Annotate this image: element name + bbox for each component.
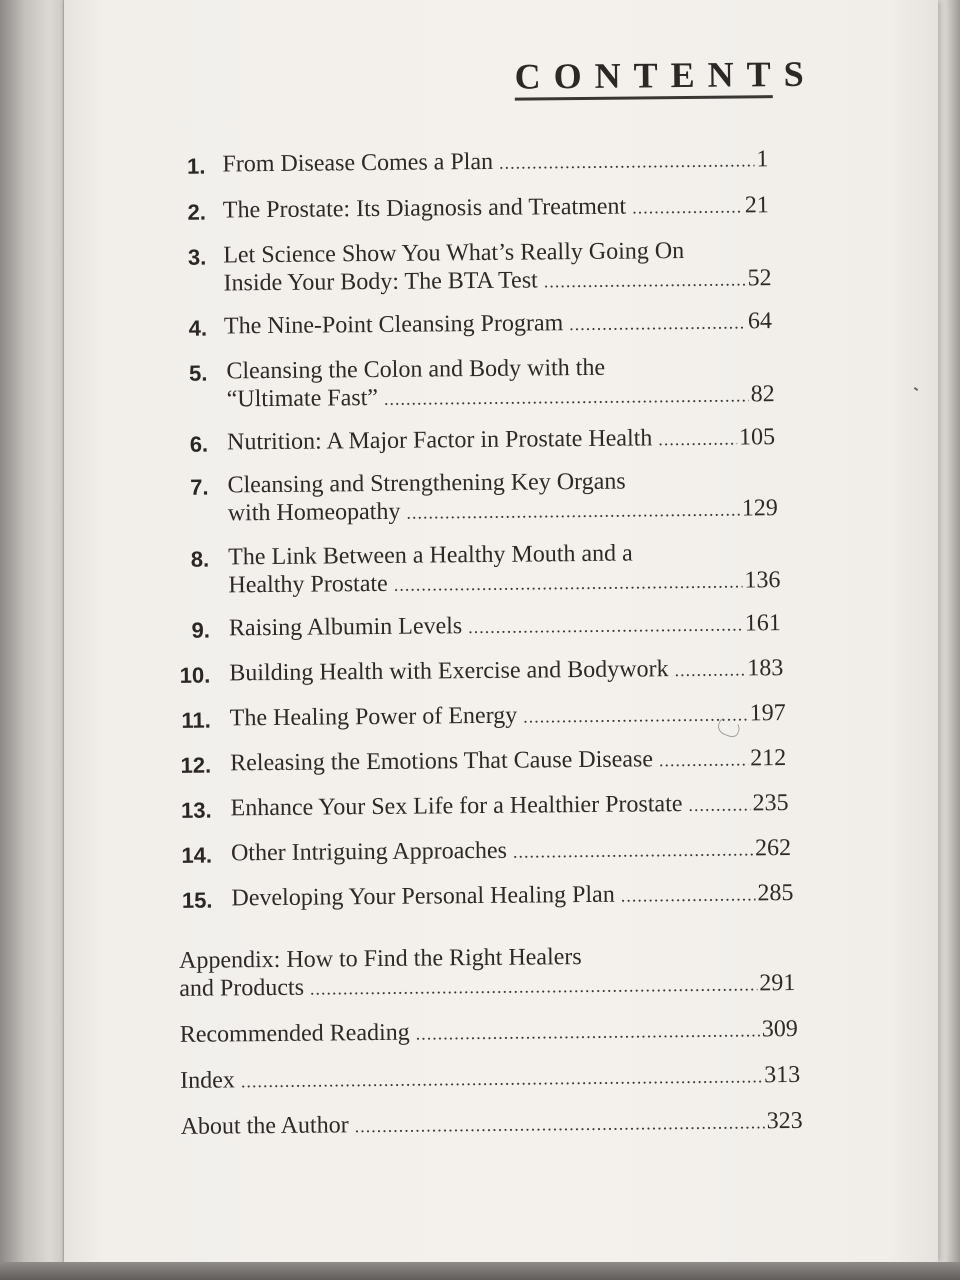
back-matter-line <box>181 1107 803 1142</box>
page-number: 1 <box>756 146 769 173</box>
chapter-title: Other Intriguing Approaches <box>230 837 508 867</box>
chapter-title-continued: Inside Your Body: The BTA Test <box>223 267 538 297</box>
chapter-title-line <box>230 699 786 733</box>
dot-leader <box>499 146 755 176</box>
chapter-number: 2. <box>187 199 206 225</box>
chapter-number: 5. <box>188 360 208 386</box>
dot-leader <box>468 610 743 641</box>
dot-leader <box>688 790 750 819</box>
chapter-title-line <box>224 307 772 341</box>
page-number: 82 <box>750 381 775 408</box>
chapter-number: 10. <box>179 662 211 688</box>
page-number: 291 <box>759 969 796 997</box>
chapter-title: Let Science Show You What’s Really Going On <box>223 238 685 269</box>
chapter-number: 15. <box>181 887 213 913</box>
chapter-title: The Nine-Point Cleansing Program <box>223 310 564 340</box>
chapter-title-line <box>228 494 778 528</box>
chapter-title: Building Health with Exercise and Bodywork <box>229 656 669 687</box>
dot-leader <box>632 192 743 221</box>
dot-leader <box>241 1062 763 1095</box>
chapter-title-line <box>231 834 791 868</box>
back-matter-line <box>180 1061 800 1096</box>
back-matter-line <box>180 1015 798 1050</box>
dot-leader <box>513 835 753 865</box>
page-number: 235 <box>752 790 789 817</box>
page-number: 105 <box>738 424 776 451</box>
page-number: 323 <box>766 1107 803 1135</box>
chapter-title-line <box>222 145 768 179</box>
dot-leader <box>310 970 758 1002</box>
chapter-title: The Healing Power of Energy <box>229 702 518 732</box>
page-number: 285 <box>757 880 794 907</box>
chapter-number: 3. <box>187 244 207 270</box>
chapter-title-line <box>229 654 783 688</box>
chapter-title-line <box>227 423 775 457</box>
chapter-number: 13. <box>180 797 212 823</box>
chapter-title-continued: with Homeopathy <box>227 498 401 527</box>
dot-leader <box>659 745 748 774</box>
chapter-title-line <box>227 380 775 414</box>
dot-leader <box>569 308 746 338</box>
chapter-title-continued: “Ultimate Fast” <box>226 384 379 413</box>
page-number: 183 <box>747 655 784 682</box>
chapter-title: Cleansing and Strengthening Key Organs <box>227 468 626 499</box>
page-number: 197 <box>749 700 786 727</box>
chapter-number: 12. <box>180 752 212 778</box>
back-matter-title: Index <box>180 1067 235 1094</box>
dot-leader <box>384 381 749 412</box>
dot-leader <box>544 265 746 295</box>
chapter-title: The Prostate: Its Diagnosis and Treatment <box>222 193 627 224</box>
back-matter-title-continued: and Products <box>179 974 305 1002</box>
dot-leader <box>355 1108 765 1140</box>
page-number: 212 <box>750 745 787 772</box>
chapter-number: 14. <box>181 842 213 868</box>
chapter-title: Nutrition: A Major Factor in Prostate Health <box>226 425 653 456</box>
dot-leader <box>621 880 756 909</box>
chapter-title-line <box>223 264 771 298</box>
chapter-title-line <box>223 191 769 225</box>
page-number: 161 <box>744 610 781 637</box>
dot-leader <box>658 425 737 454</box>
page-number: 21 <box>744 192 769 219</box>
chapter-number: 11. <box>181 707 211 733</box>
chapter-title: Raising Albumin Levels <box>228 613 463 642</box>
back-matter-title: About the Author <box>180 1112 349 1140</box>
dot-leader <box>394 567 743 598</box>
chapter-title-line <box>230 744 786 778</box>
chapter-title: Cleansing the Colon and Body with the <box>226 354 606 385</box>
chapter-number: 8. <box>190 546 210 572</box>
chapter-title: From Disease Comes a Plan <box>222 148 494 178</box>
chapter-number: 6. <box>189 431 209 457</box>
page-number: 129 <box>741 495 778 522</box>
back-matter-line <box>179 969 795 1004</box>
chapter-title: The Link Between a Healthy Mouth and a <box>228 540 633 571</box>
dot-leader <box>406 496 740 527</box>
chapter-title-continued: Healthy Prostate <box>228 570 388 599</box>
dot-leader <box>674 655 745 684</box>
chapter-number: 9. <box>191 617 211 643</box>
chapter-title: Developing Your Personal Healing Plan <box>231 881 615 912</box>
chapter-title: Releasing the Emotions That Cause Disease <box>230 746 654 777</box>
chapter-number: 7. <box>190 474 209 500</box>
back-matter-title: Recommended Reading <box>179 1019 410 1048</box>
page-number: 136 <box>744 567 781 594</box>
chapter-title-line <box>231 879 793 913</box>
page-number: 313 <box>764 1061 801 1089</box>
page-number: 64 <box>747 308 773 335</box>
chapter-title: Enhance Your Sex Life for a Healthier Prostate <box>230 791 683 822</box>
chapter-title-line <box>230 789 788 823</box>
page-number: 262 <box>754 835 792 862</box>
back-matter-title: Appendix: How to Find the Right Healers <box>178 944 582 974</box>
contents-heading: CONTENTS <box>514 55 772 100</box>
dot-leader <box>523 700 748 730</box>
chapter-number: 1. <box>186 153 206 179</box>
chapter-title-line <box>229 609 781 643</box>
chapter-number: 4. <box>188 315 208 341</box>
page-number: 309 <box>761 1015 798 1043</box>
page-number: 52 <box>747 265 772 292</box>
dot-leader <box>416 1016 760 1047</box>
chapter-title-line <box>228 566 780 600</box>
